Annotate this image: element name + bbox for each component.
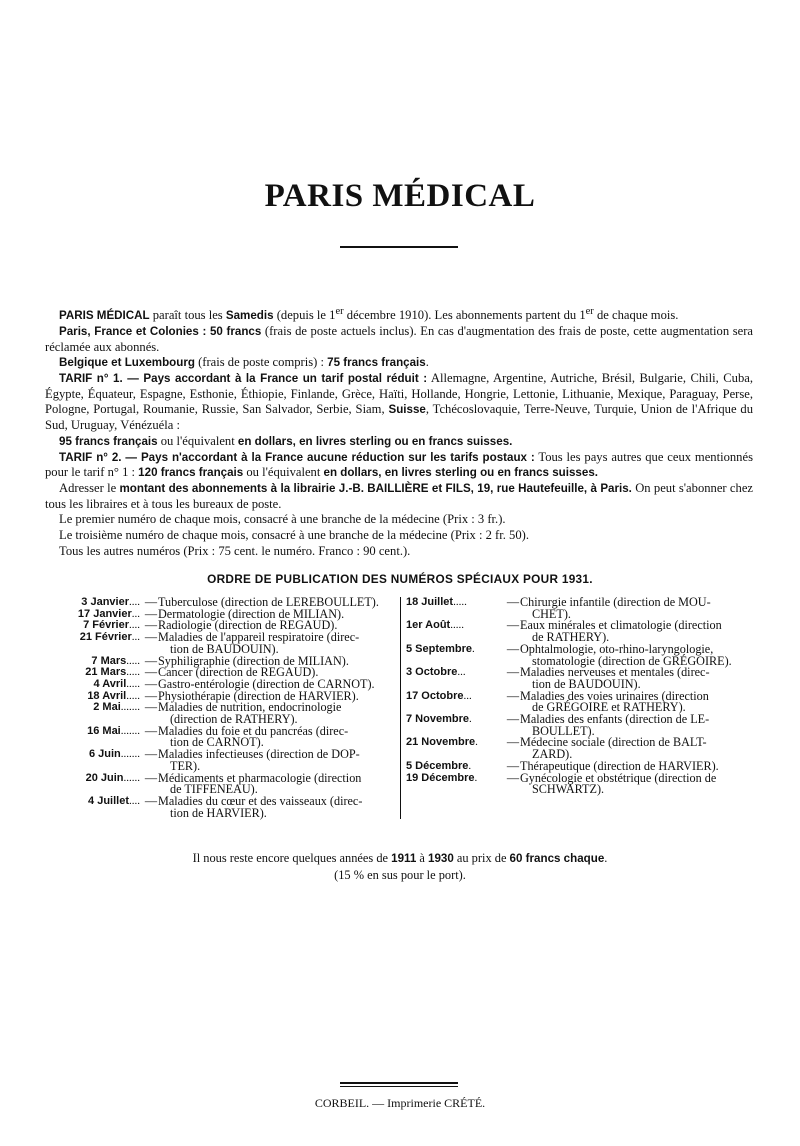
leader-dots: ...: [457, 666, 466, 679]
leader-dots: .....: [453, 596, 467, 608]
separator-dash: —: [506, 665, 520, 680]
issue-topic-continuation: TER).: [170, 758, 201, 773]
text: (frais de poste actuels inclus). En cas d'augmentation des frais de poste, cette augmentation sera réclamée aux abonnés.: [45, 323, 754, 354]
issue-date-text: 20 Juin: [85, 771, 124, 784]
price-france: Paris, France et Colonies : 50 francs: [59, 324, 262, 338]
issue-date-text: 21 Février: [79, 631, 132, 644]
issue-date: [406, 620, 506, 643]
issue-topic-continuation: tion de BAUDOUIN).: [170, 641, 279, 656]
footer-rule-thin: [340, 1086, 458, 1087]
issue-date-text: 21 Novembre: [406, 736, 476, 749]
leader-dots: .: [468, 759, 472, 772]
issue-topic-line: Médicaments et pharmacologie (direction: [158, 770, 362, 785]
issue-topic: [520, 737, 751, 760]
issue-topic-line: Eaux minérales et climatologie (direction: [520, 618, 722, 633]
issue-topic-line: Médecine sociale (direction de BALT-: [520, 735, 707, 750]
issue-topic-line: Gynécologie et obstétrique (direction de: [520, 770, 717, 785]
separator-dash: —: [144, 618, 158, 633]
intro-paragraph-3: [45, 355, 753, 371]
schedule-entry: [46, 770, 396, 797]
issue-date-text: 7 Février: [83, 619, 129, 632]
leader-dots: .......: [120, 748, 140, 761]
schedule-entry: [406, 737, 751, 760]
schedule-entry: [406, 667, 751, 690]
leader-dots: ....: [129, 596, 140, 608]
issue-topic-line: Maladies nerveuses et mentales (direc-: [520, 665, 710, 680]
leader-dots: ......: [123, 771, 140, 784]
issue-topic-line: Maladies des voies urinaires (direction: [520, 688, 709, 703]
footer-printer: CRÉTÉ: [444, 1096, 483, 1110]
separator-dash: —: [144, 793, 158, 808]
intro-paragraph-2: [45, 324, 753, 355]
region-label: Belgique et Luxembourg: [59, 356, 195, 370]
separator-dash: —: [144, 700, 158, 715]
separator-dash: —: [144, 723, 158, 738]
issue-topic-continuation: tion de HARVIER).: [170, 805, 267, 820]
column-divider: [400, 597, 401, 819]
currency-note: en dollars, en livres sterling ou en francs suisses.: [237, 434, 513, 448]
issue-date: [46, 726, 144, 749]
page-title: PARIS MÉDICAL: [264, 178, 536, 214]
separator-dash: —: [144, 676, 158, 691]
issue-topic: [158, 770, 396, 797]
issue-topic-line: Thérapeutique (direction de HARVIER).: [520, 758, 719, 773]
country-suisse: Suisse: [388, 403, 426, 417]
intro-paragraph-7: [45, 481, 753, 512]
issue-date-text: 18 Avril: [87, 689, 127, 702]
leader-dots: .....: [126, 666, 140, 679]
text: .: [604, 851, 608, 865]
issue-date-text: 5 Décembre: [406, 759, 469, 772]
separator-dash: —: [144, 606, 158, 621]
separator-dash: —: [506, 712, 520, 727]
schedule-entry: [406, 620, 751, 643]
text: .: [425, 355, 429, 370]
leader-dots: ....: [129, 619, 140, 632]
issue-date-text: 6 Juin: [88, 748, 121, 761]
issue-date-text: 2 Mai: [93, 701, 121, 714]
issue-topic-line: Maladies infectieuses (direction de DOP-: [158, 747, 360, 762]
issue-topic-line: Chirurgie infantile (direction de MOU-: [520, 595, 711, 609]
issue-date-text: 17 Octobre: [406, 689, 464, 702]
issue-topic-line: Syphiligraphie (direction de MILIAN).: [158, 653, 349, 668]
schedule-entry: [406, 714, 751, 737]
separator-dash: —: [144, 688, 158, 703]
issue-date: [406, 667, 506, 690]
brand-name: PARIS MÉDICAL: [59, 309, 150, 323]
text: à: [416, 851, 428, 865]
issue-topic: [158, 702, 396, 725]
issue-topic-line: Maladies de l'appareil respiratoire (direc-: [158, 630, 360, 645]
issue-date-text: 5 Septembre: [406, 642, 473, 655]
issue-date-text: 18 Juillet: [406, 596, 454, 608]
schedule-entry: [406, 597, 751, 620]
issue-date-text: 7 Mars: [91, 654, 127, 667]
leader-dots: ...: [463, 689, 472, 702]
separator-dash: —: [144, 653, 158, 668]
leader-dots: .....: [450, 619, 464, 632]
intro-paragraph-6: [45, 450, 753, 481]
price-tarif-2: 120 francs français: [138, 466, 244, 480]
separator-dash: —: [144, 630, 158, 645]
issue-date: [406, 597, 506, 620]
issue-topic: [520, 688, 751, 715]
issue-date: [406, 691, 506, 714]
issue-topic-continuation: de RATHERY).: [532, 630, 610, 645]
title-divider: [340, 246, 458, 248]
intro-paragraph-9: Le troisième numéro de chaque mois, consacré à une branche de la médecine (Prix : 2 fr. 50).: [59, 528, 529, 543]
back-issues-line-1: [0, 850, 800, 867]
back-issues-note: [0, 850, 800, 883]
separator-dash: —: [506, 735, 520, 750]
text: On peut s'abonner chez tous les libraires et à tous les bureaux de poste.: [45, 480, 753, 511]
issue-date-text: 3 Janvier: [81, 596, 129, 608]
year-start: 1911: [391, 852, 417, 865]
issue-date: [406, 773, 506, 796]
issue-topic-line: Maladies du foie et du pancréas (direc-: [158, 723, 349, 738]
schedule-left-column: [46, 597, 396, 819]
schedule-heading: ORDRE DE PUBLICATION DES NUMÉROS SPÉCIAUX POUR 1931.: [207, 572, 593, 586]
issue-topic: [520, 714, 751, 737]
separator-dash: —: [144, 747, 158, 762]
issue-topic-continuation: tion de BAUDOUIN).: [532, 676, 641, 691]
issue-topic-continuation: ZARD).: [532, 747, 573, 762]
issue-topic: [520, 620, 751, 643]
issue-topic-line: Gastro-entérologie (direction de CARNOT).: [158, 676, 375, 691]
footer-rule: [340, 1082, 458, 1084]
issue-date-text: 19 Décembre: [406, 771, 475, 784]
issue-topic-continuation: de GRÉGOIRE et RATHERY).: [532, 700, 686, 715]
issue-topic: [158, 749, 396, 772]
issue-topic: [158, 793, 396, 820]
leader-dots: .....: [126, 654, 140, 667]
text: ou l'équivalent: [243, 465, 324, 480]
leader-dots: .: [472, 642, 475, 655]
issue-topic-line: Dermatologie (direction de MILIAN).: [158, 606, 345, 621]
issue-date: [46, 749, 144, 772]
issue-topic: [158, 723, 396, 750]
leader-dots: ....: [129, 794, 140, 807]
year-end: 1930: [428, 852, 454, 865]
text: Allemagne, Argentine, Autriche, Brésil, Bulgarie, Chili, Cuba, Égypte, Équateur, Espagne, Esthonie, Éthiopie, Finlande, Grèce, Haïti, Hollande, Hongrie, Lettonie, Lithuanie, Mexique, Paraguay, Perse, Pologne, Portugal, Roumanie, Russie, San Salvador, Serbie, Siam,: [45, 371, 753, 417]
leader-dots: .....: [126, 689, 140, 702]
superscript: er: [335, 306, 344, 317]
subscription-info: [45, 304, 753, 559]
issue-topic-continuation: CHET).: [532, 606, 571, 621]
issue-date-text: 21 Mars: [85, 666, 127, 679]
issue-topic-continuation: de TIFFENEAU).: [170, 782, 258, 797]
issue-topic-continuation: tion de CARNOT).: [170, 735, 264, 750]
issue-topic-line: Tuberculose (direction de LEREBOULLET).: [158, 595, 379, 609]
issue-date: [406, 714, 506, 737]
issue-date-text: 16 Mai: [87, 724, 121, 737]
separator-dash: —: [506, 770, 520, 785]
schedule-entry: [46, 632, 396, 655]
text: de chaque mois.: [593, 308, 679, 323]
footer-city: CORBEIL: [314, 1096, 367, 1110]
issue-topic-line: Ophtalmologie, oto-rhino-laryngologie,: [520, 641, 714, 656]
issue-topic: [520, 641, 751, 668]
issue-topic-line: Maladies du cœur et des vaisseaux (direc-: [158, 793, 363, 808]
text: Tous les pays autres que ceux mentionnés pour le tarif n° 1 :: [45, 449, 753, 480]
price-tarif-1: 95 francs français: [59, 434, 158, 448]
separator-dash: —: [506, 618, 520, 633]
issue-date-text: 4 Juillet: [88, 794, 129, 807]
text: ou l'équivalent: [157, 433, 238, 448]
issue-topic: [520, 770, 751, 797]
text: (depuis le 1: [273, 308, 336, 323]
issue-date-text: 3 Octobre: [406, 666, 458, 679]
issue-topic-line: Maladies des enfants (direction de LE-: [520, 712, 710, 727]
issue-topic-line: Maladies de nutrition, endocrinologie: [158, 700, 342, 715]
leader-dots: .....: [126, 677, 140, 690]
intro-paragraph-8: Le premier numéro de chaque mois, consacré à une branche de la médecine (Prix : 3 fr.).: [59, 512, 506, 527]
currency-note: en dollars, en livres sterling ou en francs suisses.: [323, 466, 598, 480]
schedule-entry: [46, 723, 396, 750]
issue-topic-line: Radiologie (direction de REGAUD).: [158, 618, 338, 633]
issue-date: [46, 796, 144, 819]
schedule-entry: [406, 770, 751, 797]
leader-dots: ...: [131, 631, 140, 644]
issue-topic-continuation: BOULLET).: [532, 723, 595, 738]
text: Il nous reste encore quelques années de: [192, 851, 392, 865]
issue-date-text: 17 Janvier: [77, 607, 132, 620]
issue-topic: [520, 597, 751, 620]
intro-paragraph-10: Tous les autres numéros (Prix : 75 cent. le numéro. Franco : 90 cent.).: [59, 543, 411, 558]
tarif-2-label: TARIF n° 2. — Pays n'accordant à la France aucune réduction sur les tarifs postaux :: [59, 450, 535, 464]
issue-date-text: 4 Avril: [93, 677, 127, 690]
issue-topic-line: Physiothérapie (direction de HARVIER).: [158, 688, 359, 703]
separator-dash: —: [506, 641, 520, 656]
text: . — Imprimerie: [366, 1096, 445, 1110]
issue-date: [46, 702, 144, 725]
issue-date-text: 7 Novembre: [406, 713, 469, 726]
intro-paragraph-1: [45, 304, 753, 324]
superscript: er: [585, 306, 594, 317]
separator-dash: —: [144, 665, 158, 680]
tarif-1-label: TARIF n° 1. — Pays accordant à la France un tarif postal réduit :: [59, 372, 428, 385]
schedule-entry: [46, 702, 396, 725]
schedule-entry: [46, 749, 396, 772]
issue-date: [46, 773, 144, 796]
issue-topic-continuation: (direction de RATHERY).: [170, 712, 298, 727]
text: paraît tous les: [149, 308, 226, 323]
leader-dots: .: [475, 736, 478, 749]
leader-dots: .......: [120, 701, 140, 714]
issue-date-text: 1er Août: [406, 619, 451, 632]
separator-dash: —: [144, 770, 158, 785]
intro-paragraph-4: [45, 371, 753, 434]
separator-dash: —: [506, 688, 520, 703]
leader-dots: .: [474, 771, 478, 784]
issue-date: [46, 632, 144, 655]
schedule-entry: [46, 793, 396, 820]
separator-dash: —: [144, 595, 158, 609]
issue-date: [406, 737, 506, 760]
separator-dash: —: [506, 595, 520, 609]
text: (frais de poste compris) :: [194, 355, 328, 370]
back-issues-line-2: (15 % en sus pour le port).: [334, 868, 466, 882]
issue-topic: [520, 667, 751, 690]
separator-dash: —: [506, 758, 520, 773]
text: Adresser le: [59, 480, 120, 495]
back-issue-price: 60 francs chaque: [509, 852, 605, 865]
intro-paragraph-5: [45, 434, 753, 450]
text: décembre 1910). Les abonnements partent du 1: [343, 308, 586, 323]
publisher-address: montant des abonnements à la librairie J.-B. BAILLIÈRE et FILS, 19, rue Hautefeuille, à Paris.: [119, 481, 632, 495]
issue-topic: [158, 632, 396, 655]
leader-dots: .: [468, 713, 472, 726]
text: .: [482, 1096, 486, 1110]
text: au prix de: [453, 851, 510, 865]
schedule-entry: [406, 688, 751, 715]
text: , Tchécoslovaquie, Terre-Neuve, Turquie, Union de l'Afrique du Sud, Uruguay, Vénézuéla :: [45, 402, 754, 433]
schedule-right-column: [406, 597, 751, 796]
leader-dots: .......: [120, 724, 140, 737]
issue-topic-continuation: stomatologie (direction de GRÉGOIRE).: [532, 653, 732, 668]
schedule-entry: [406, 641, 751, 668]
issue-topic-continuation: SCHWARTZ).: [532, 782, 605, 797]
day-label: Samedis: [225, 309, 274, 323]
issue-date: [406, 644, 506, 667]
leader-dots: ...: [131, 607, 140, 620]
printer-footer: [0, 1096, 800, 1111]
issue-topic-line: Cancer (direction de REGAUD).: [158, 665, 319, 680]
price-belgique: 75 francs français: [327, 356, 426, 370]
